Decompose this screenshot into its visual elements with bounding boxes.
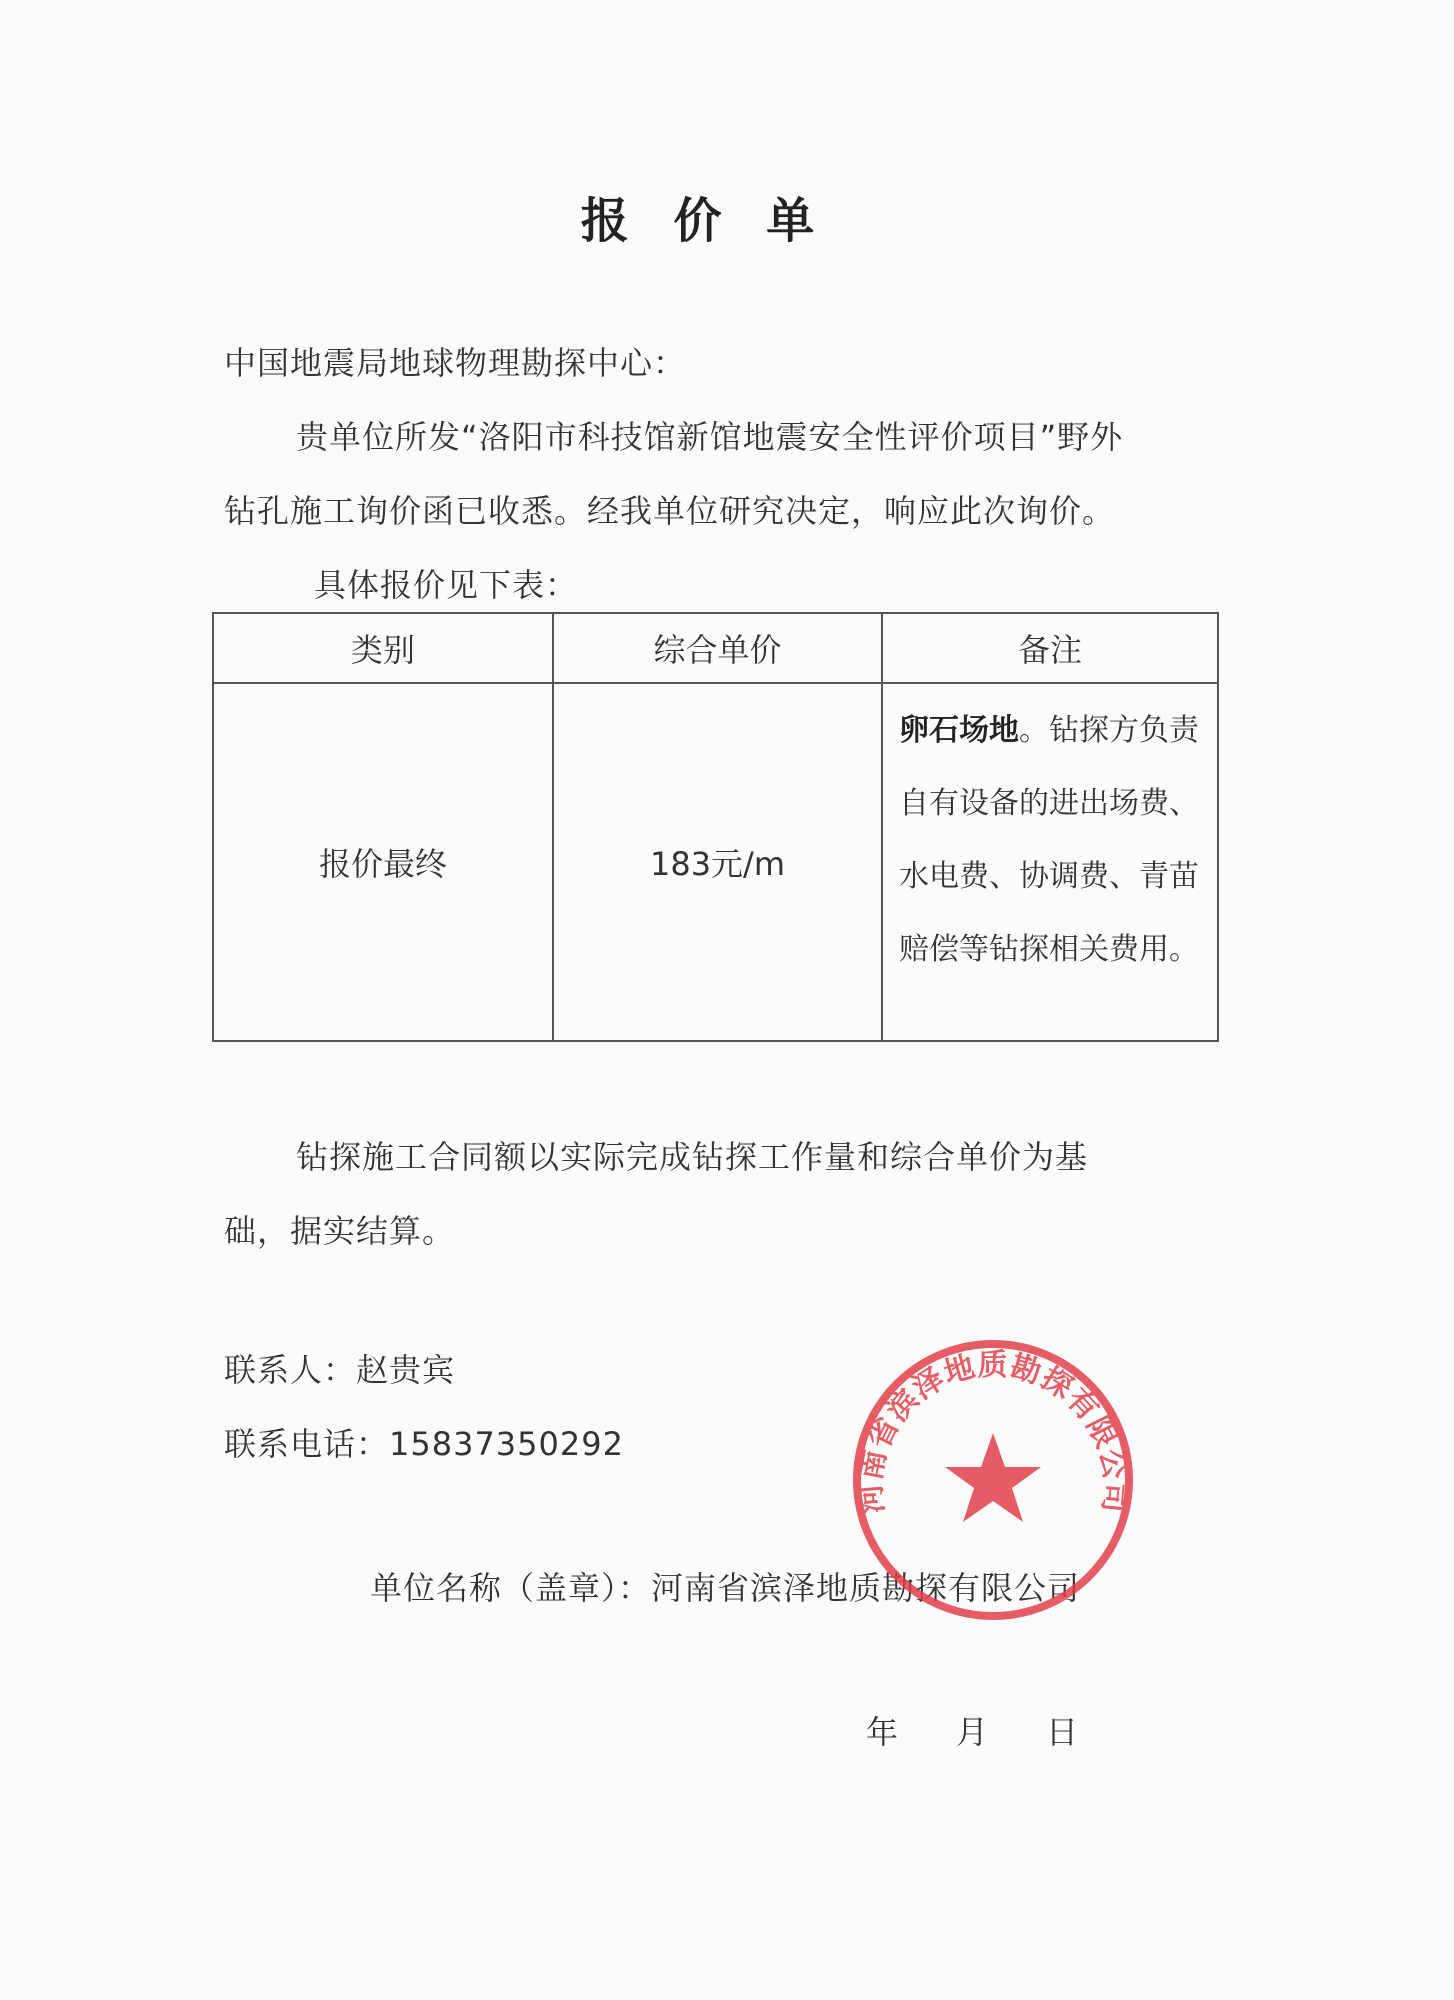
settlement-line-1: 钻探施工合同额以实际完成钻探工作量和综合单价为基 — [296, 1138, 1089, 1176]
date-month: 月 — [956, 1713, 990, 1751]
header-category: 类别 — [213, 613, 553, 683]
intro-line-1: 贵单位所发“洛阳市科技馆新馆地震安全性评价项目”野外 — [296, 418, 1124, 456]
quote-table — [212, 612, 1219, 1042]
remark-emphasis: 卵石场地 — [899, 713, 1019, 748]
date-year: 年 — [866, 1713, 900, 1751]
remark-text: 。钻探方负责自有设备的进出场费、水电费、协调费、青苗赔偿等钻探相关费用。 — [899, 713, 1199, 967]
company-name-line: 单位名称（盖章）：河南省滨泽地质勘探有限公司 — [370, 1569, 1081, 1607]
star-icon — [945, 1433, 1041, 1522]
contact-person: 联系人：赵贵宾 — [224, 1351, 456, 1389]
table-header-row — [213, 613, 1218, 683]
header-unit-price: 综合单价 — [553, 613, 882, 683]
cell-unit-price: 183元/m — [553, 683, 882, 1041]
cell-category: 报价最终 — [213, 683, 553, 1041]
settlement-line-2: 础，据实结算。 — [224, 1212, 456, 1250]
recipient-line: 中国地震局地球物理勘探中心： — [224, 344, 687, 382]
document-title: 报 价 单 — [580, 193, 829, 249]
cell-remark — [882, 683, 1218, 1041]
header-remark: 备注 — [882, 613, 1218, 683]
date-day: 日 — [1046, 1713, 1080, 1751]
table-intro: 具体报价见下表： — [314, 566, 579, 604]
seal-text: 河南省滨泽地质勘探有限公司 — [853, 1348, 1133, 1516]
contact-phone: 联系电话：15837350292 — [224, 1425, 624, 1463]
company-seal — [848, 1335, 1138, 1625]
intro-line-2: 钻孔施工询价函已收悉。经我单位研究决定，响应此次询价。 — [224, 492, 1116, 530]
table-row — [213, 683, 1218, 1041]
